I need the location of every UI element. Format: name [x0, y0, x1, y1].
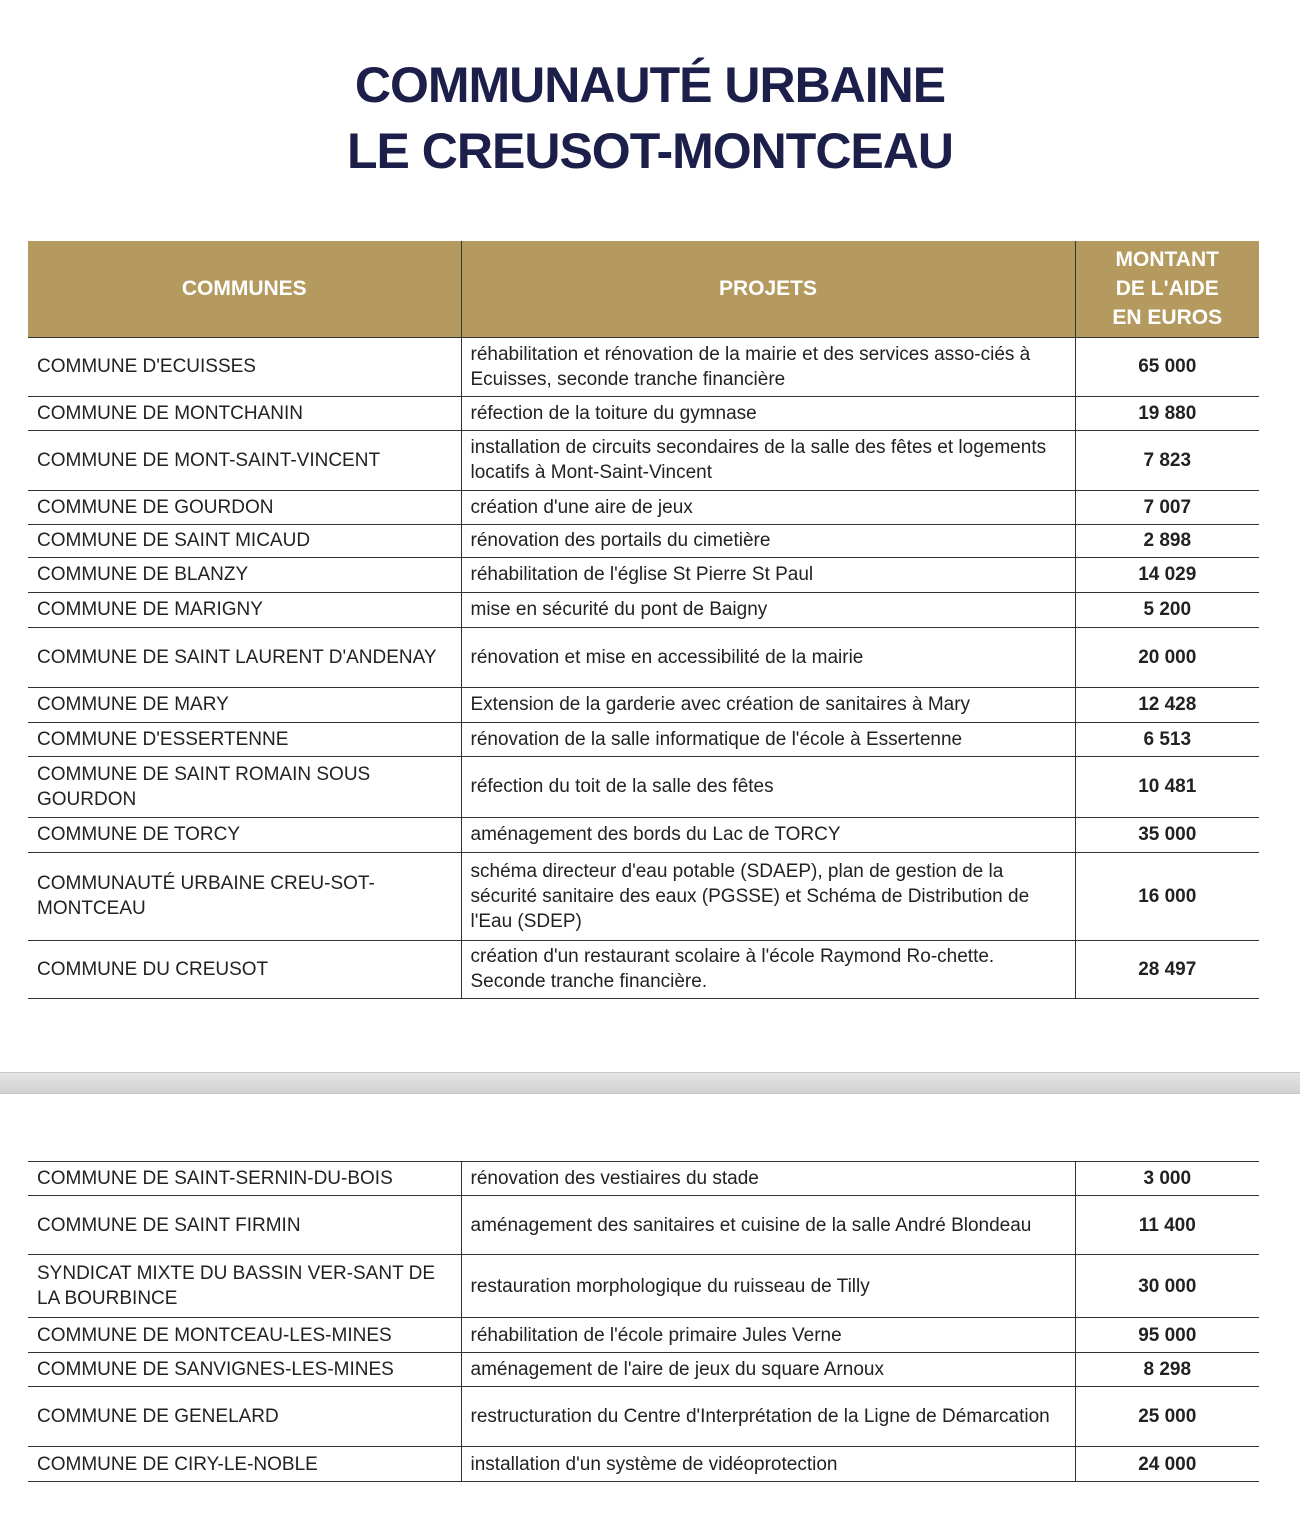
projet-cell: réhabilitation de l'église St Pierre St Paul	[461, 557, 1075, 592]
projet-cell: installation de circuits secondaires de la salle des fêtes et logements locatifs à Mont-Saint-Vincent	[461, 430, 1075, 490]
table-row	[28, 1353, 1259, 1387]
commune-cell: COMMUNE D'ECUISSES	[28, 337, 461, 396]
table-row	[28, 396, 1259, 430]
table-body-continued	[28, 1162, 1259, 1482]
table-row	[28, 430, 1259, 490]
commune-cell: COMMUNE DE GENELARD	[28, 1387, 461, 1447]
montant-cell: 11 400	[1075, 1196, 1259, 1255]
header-communes: COMMUNES	[28, 241, 461, 337]
commune-cell: COMMUNE DE MONTCEAU-LES-MINES	[28, 1318, 461, 1353]
table-row	[28, 1447, 1259, 1482]
table-row	[28, 1318, 1259, 1353]
commune-cell: COMMUNE DE TORCY	[28, 817, 461, 852]
commune-cell: COMMUNE DE MARY	[28, 687, 461, 722]
montant-cell: 95 000	[1075, 1318, 1259, 1353]
table-row	[28, 1255, 1259, 1318]
aid-table	[28, 241, 1259, 999]
montant-cell: 2 898	[1075, 524, 1259, 557]
header-montant-line-2: DE L'AIDE	[1115, 277, 1219, 301]
projet-cell: schéma directeur d'eau potable (SDAEP), plan de gestion de la sécurité sanitaire des eaux (PGSSE) et Schéma de Distribution de l'Eau (SDEP)	[461, 852, 1075, 940]
table-row	[28, 592, 1259, 627]
table-row	[28, 1162, 1259, 1196]
table-row	[28, 722, 1259, 756]
table-row	[28, 524, 1259, 557]
aid-table-continued	[28, 1161, 1259, 1482]
table-row	[28, 687, 1259, 722]
projet-cell: rénovation des vestiaires du stade	[461, 1162, 1075, 1196]
table-row	[28, 627, 1259, 687]
table-row	[28, 756, 1259, 817]
commune-cell: COMMUNE DU CREUSOT	[28, 940, 461, 998]
commune-cell: COMMUNE DE SAINT-SERNIN-DU-BOIS	[28, 1162, 461, 1196]
montant-cell: 30 000	[1075, 1255, 1259, 1318]
montant-cell: 6 513	[1075, 722, 1259, 756]
montant-cell: 20 000	[1075, 627, 1259, 687]
montant-cell: 14 029	[1075, 557, 1259, 592]
montant-cell: 8 298	[1075, 1353, 1259, 1387]
table-row	[28, 337, 1259, 396]
commune-cell: COMMUNE DE GOURDON	[28, 490, 461, 524]
commune-cell: COMMUNE DE SAINT FIRMIN	[28, 1196, 461, 1255]
projet-cell: réhabilitation et rénovation de la mairie et des services asso-ciés à Ecuisses, seconde tranche financière	[461, 337, 1075, 396]
page-title	[0, 52, 1300, 184]
montant-cell: 16 000	[1075, 852, 1259, 940]
projet-cell: rénovation et mise en accessibilité de la mairie	[461, 627, 1075, 687]
commune-cell: COMMUNE DE SAINT LAURENT D'ANDENAY	[28, 627, 461, 687]
commune-cell: COMMUNE DE SANVIGNES-LES-MINES	[28, 1353, 461, 1387]
montant-cell: 25 000	[1075, 1387, 1259, 1447]
projet-cell: installation d'un système de vidéoprotection	[461, 1447, 1075, 1482]
table-row	[28, 1196, 1259, 1255]
montant-cell: 19 880	[1075, 396, 1259, 430]
table-row	[28, 940, 1259, 998]
table-body	[28, 337, 1259, 998]
montant-cell: 3 000	[1075, 1162, 1259, 1196]
header-montant-line-1: MONTANT	[1115, 248, 1219, 272]
montant-cell: 65 000	[1075, 337, 1259, 396]
montant-cell: 28 497	[1075, 940, 1259, 998]
montant-cell: 10 481	[1075, 756, 1259, 817]
commune-cell: COMMUNE DE SAINT ROMAIN SOUS GOURDON	[28, 756, 461, 817]
projet-cell: réfection de la toiture du gymnase	[461, 396, 1075, 430]
commune-cell: COMMUNE DE MONT-SAINT-VINCENT	[28, 430, 461, 490]
commune-cell: COMMUNE DE SAINT MICAUD	[28, 524, 461, 557]
projet-cell: mise en sécurité du pont de Baigny	[461, 592, 1075, 627]
montant-cell: 24 000	[1075, 1447, 1259, 1482]
projet-cell: aménagement de l'aire de jeux du square Arnoux	[461, 1353, 1075, 1387]
projet-cell: rénovation des portails du cimetière	[461, 524, 1075, 557]
projet-cell: création d'un restaurant scolaire à l'école Raymond Ro-chette. Seconde tranche financière.	[461, 940, 1075, 998]
table-row	[28, 852, 1259, 940]
montant-cell: 5 200	[1075, 592, 1259, 627]
commune-cell: SYNDICAT MIXTE DU BASSIN VER-SANT DE LA BOURBINCE	[28, 1255, 461, 1318]
header-projets: PROJETS	[461, 241, 1075, 337]
commune-cell: COMMUNE DE MARIGNY	[28, 592, 461, 627]
commune-cell: COMMUNE D'ESSERTENNE	[28, 722, 461, 756]
title-line-1: COMMUNAUTÉ URBAINE	[354, 57, 946, 113]
page-separator	[0, 1072, 1300, 1094]
projet-cell: réhabilitation de l'école primaire Jules Verne	[461, 1318, 1075, 1353]
commune-cell: COMMUNE DE BLANZY	[28, 557, 461, 592]
projet-cell: rénovation de la salle informatique de l'école à Essertenne	[461, 722, 1075, 756]
montant-cell: 12 428	[1075, 687, 1259, 722]
table-row	[28, 557, 1259, 592]
projet-cell: aménagement des bords du Lac de TORCY	[461, 817, 1075, 852]
projet-cell: Extension de la garderie avec création de sanitaires à Mary	[461, 687, 1075, 722]
montant-cell: 7 007	[1075, 490, 1259, 524]
montant-cell: 35 000	[1075, 817, 1259, 852]
montant-cell: 7 823	[1075, 430, 1259, 490]
projet-cell: restructuration du Centre d'Interprétation de la Ligne de Démarcation	[461, 1387, 1075, 1447]
table-row	[28, 490, 1259, 524]
commune-cell: COMMUNE DE CIRY-LE-NOBLE	[28, 1447, 461, 1482]
projet-cell: restauration morphologique du ruisseau de Tilly	[461, 1255, 1075, 1318]
commune-cell: COMMUNE DE MONTCHANIN	[28, 396, 461, 430]
table-header-row	[28, 241, 1259, 337]
projet-cell: aménagement des sanitaires et cuisine de la salle André Blondeau	[461, 1196, 1075, 1255]
title-line-2: LE CREUSOT-MONTCEAU	[347, 123, 953, 179]
commune-cell: COMMUNAUTÉ URBAINE CREU-SOT-MONTCEAU	[28, 852, 461, 940]
header-montant	[1075, 241, 1259, 337]
header-montant-line-3: EN EUROS	[1112, 306, 1223, 330]
table-row	[28, 1387, 1259, 1447]
projet-cell: réfection du toit de la salle des fêtes	[461, 756, 1075, 817]
table-row	[28, 817, 1259, 852]
projet-cell: création d'une aire de jeux	[461, 490, 1075, 524]
